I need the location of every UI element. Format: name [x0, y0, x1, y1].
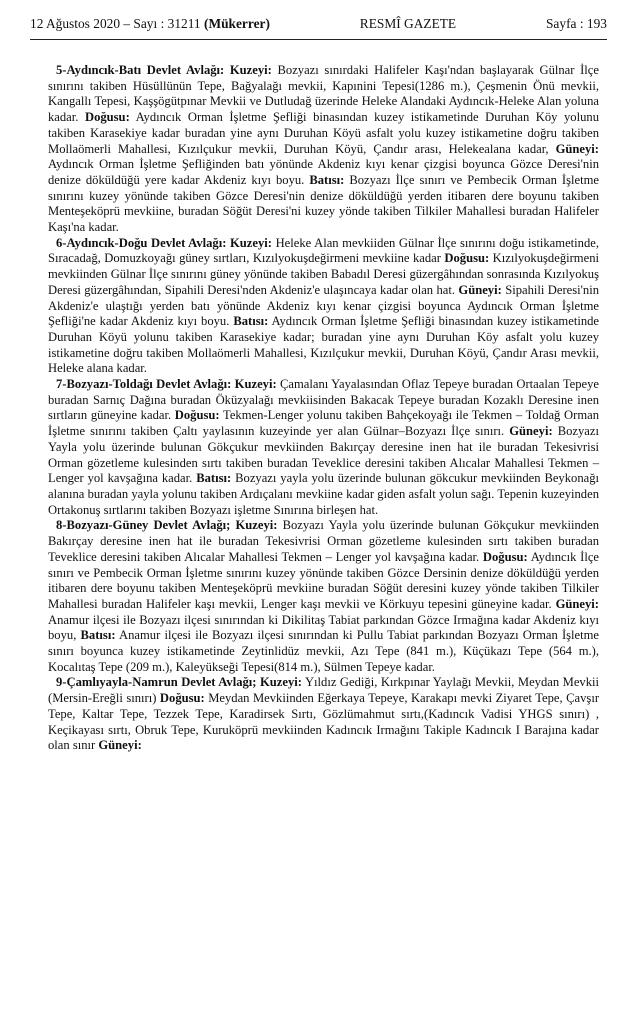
body-text: Sipahili Deresi'nin Akdeniz'e ulaştığı yerden batı yönünde Akdeniz kıyı kenar çizgisi boyunca Aydıncık Orman İşletme Şefliği'ne kadar Akdeniz kıyı boyu. — [48, 282, 599, 329]
body-text: Aydıncık Orman İşletme Şefliğinden batı yönünde Akdeniz kıyı kenar çizgisi boyunca Gözce Deresi'nin denize döküldüğü yere kadar Akdeniz kıyı boyu. — [48, 157, 599, 187]
body-text: Meydan Mevkiinden Eğerkaya Tepeye, Karakapı mevki Ziyaret Tepe, Çavşır Tepe, Kaltar Tepe, Tezzek Tepe, Karadirsek Sırtı, Gözlümahmut sırtı,(Kadıncık Vadisi YHGS sınırı) , Keçikayası sırtı, Obruk Tepe, Kuruköprü mevkiinden Kadıncık Irmağını Takiple Kadıncık I Barajına kadar olan sınır — [48, 691, 600, 753]
body-text: Aydıncık Orman İşletme Şefliği binasından kuzey istikametinde Duruhan Köy yolunu takiben Karasekiye kadar buradan yine aynı Duruhan Köyü asfalt yolu kuzey istikametine doğru takiben Mollaömerli Mahallesi, Kızılçukur mevkii, Duruhan Köyü, Çandır arası, Helekealana kadar, — [48, 110, 599, 156]
body-text: Anamur ilçesi ile Bozyazı ilçesi sınırından ki Pullu Tabiat parkından Bozyazı Orman İşletme sınırı boyunca kuzey istikametinde Zeytinlidüz mevkii, Azı Tepe (841 m.), Küçükazı Tepe (564 m.), Kocalıtaş Tepe (209 m.), Kaleyükseği Tepesi(814 m.), Sülmen Tepeye kadar. — [48, 628, 600, 674]
bold-heading-text: Doğusu: — [84, 110, 130, 125]
bold-heading-text: Doğusu: — [174, 408, 220, 423]
bold-heading-text: 5-Aydıncık-Batı Devlet Avlağı: Kuzeyi: — [56, 63, 272, 77]
bold-heading-text: Güneyi: — [458, 282, 502, 297]
bold-heading-text: 9-Çamlıyayla-Namrun Devlet Avlağı; Kuzeyi: — [56, 675, 302, 690]
bold-heading-text: 6-Aydıncık-Doğu Devlet Avlağı: Kuzeyi: — [56, 235, 272, 250]
mukerrer-label: (Mükerrer) — [203, 16, 270, 31]
body-text: Bozyazı yayla yolu üzerinde bulunan gökcukur mevkiinden Beykonağı alanına buradan yayla yolunu takiben Ardıçalanı mevkiine kadar giden asfalt yolun sağı. Tepenin kuzeyinden Ortakonuş sırtlarını takiben Bozyazı işletme Sınırına birleşen hat. — [48, 471, 600, 517]
bold-heading-text: 7-Bozyazı-Toldağı Devlet Avlağı: Kuzeyi: — [56, 377, 277, 392]
body-text: Bozyazı Yayla yolu üzerinde bulunan Gökçukur mevkiinden Bakırçay deresine inen hat ile buradan Tekesivrisi Orman gözetleme kulesinden sırtı takiben buradan Teveklice deresini takiben Alıcalar Mahallesi Tekmen – Lenger yol kavşağına kadar. — [48, 424, 599, 486]
paragraph — [48, 518, 599, 675]
body-text: Çamalanı Yayalasından Oflaz Tepeye buradan Ortaalan Tepeye buradan Sarnıç Dağına buradan Öküzyalağı mevkiisinden Bakacak Tepeye buradan Kozaklı Deresine inen sırtların güneyine kadar. — [48, 377, 600, 423]
bold-heading-text: Güneyi: — [98, 738, 142, 753]
bold-heading-text: Güneyi: — [555, 141, 599, 156]
bold-heading-text: Batısı: — [233, 314, 269, 329]
header-rule — [30, 39, 607, 40]
document-body — [48, 63, 599, 1014]
body-text: Kızılyokuşdeğirmeni mevkiinden Gülnar İlçe sınırını güney yönünde takiben Babadıl Deresi güzergâhından sonrasında Kızılyokuş Deresi güzergâhından, Sipahili Deresi'nden Akdeniz'e ulaşıncaya kadar olan hat. — [48, 251, 599, 297]
bold-heading-text: Güneyi: — [555, 596, 599, 611]
bold-heading-text: Batısı: — [80, 628, 116, 643]
page-header — [30, 16, 607, 38]
body-text: Bozyazı Yayla yolu üzerinde bulunan Gökçukur mevkiinden Bakırçay deresine inen hat ile buradan Tekesivrisi Orman gözetleme kulesinden sırtı takiben buradan Teveklice deresini takiben Alıcalar Mahallesi Tekmen – Lenger yol kavşağına kadar. — [48, 518, 599, 564]
bold-heading-text: Doğusu: — [159, 691, 205, 706]
body-text: Bozyazı İlçe sınırı ve Pembecik Orman İşletme sınırını kuzey yönünde takiben Gözce Deresi'nin denize döküldüğü yerden itibaren dere boyunu takiben Menteşeköprü mevkiine, buradan Söğüt Deresi'ni kuzey yönde takiben Tilkiler Mahallesi buradan Halifeler Kaşı'na kadar. — [48, 172, 600, 235]
gazette-title: RESMÎ GAZETE — [359, 16, 457, 31]
paragraph — [48, 236, 599, 377]
bold-heading-text: Batısı: — [196, 471, 232, 486]
body-text: Aydıncık İlçe sınırı ve Pembecik Orman İşletme sınırını kuzey yönünde takiben Gözce Dersinin denize döküldüğü yerden itibaren dere boyunu takiben Menteşeköprü mevkiine buradan Söğüt deresini kuzey yönde takiben Tilkiler Mahallesi buradan Halifeler kaşı mevkii, Lenger kaşı mevkii ve Körkuyu tepesini güneyine kadar. — [48, 549, 599, 611]
paragraph — [48, 63, 599, 236]
paragraph — [48, 675, 599, 754]
bold-heading-text: Doğusu: — [482, 549, 528, 564]
bold-heading-text: Doğusu: — [444, 251, 490, 266]
body-text: Heleke Alan mevkiiden Gülnar İlçe sınırını doğu istikametinde, Sıracadağ, Domuzkoyağı güney sırtları, Kızılyokuşdeğirmeni mevkiine kadar — [48, 235, 599, 266]
bold-heading-text: 8-Bozyazı-Güney Devlet Avlağı; Kuzeyi: — [56, 518, 278, 533]
body-text: Anamur ilçesi ile Bozyazı ilçesi sınırından ki Dikilitaş Tabiat parkından Gözce Irmağına kadar Akdeniz kıyı boyu, — [48, 612, 599, 643]
body-text: Aydıncık Orman İşletme Şefliği binasından kuzey istikametinde Duruhan Köyü yolunu takiben Karasekiye kadar; buradan yine aynı Duruhan Köy asfalt yolu kuzey istikametine doğru takiben Mollaömerli Mahallesi, Kızılçukur mevkii, Duruhan Köyü, Çandır Arası mevkii, Heleke alana kadar. — [48, 314, 599, 376]
issue-date-number: 12 Ağustos 2020 – Sayı : 31211 — [30, 16, 201, 31]
body-text: Tekmen-Lenger yolunu takiben Bahçekoyağı ile Tekmen – Toldağ Orman İşletme sınırını takiben Çaltı yaylasının kuzeyinde yer alan Gülnar–Bozyazı İlçe sınırı. — [48, 408, 600, 439]
bold-heading-text: Batısı: — [309, 172, 345, 187]
header-date-issue — [30, 16, 270, 32]
bold-heading-text: Güneyi: — [509, 424, 553, 439]
page-number: Sayfa : 193 — [545, 16, 607, 31]
body-text: Yıldız Gediği, Kırkpınar Yaylağı Mevkii, Meydan Mevkii (Mersin-Ereğli sınırı) — [48, 675, 599, 706]
body-text: Bozyazı sınırdaki Halifeler Kaşı'ndan başlayarak Gülnar İlçe sınırını takiben Hüsüllünün Tepe, Bağyalağı mevkii, Kapınini Tepesi(1286 m.), Çeşmenin Önü mevkii, Kangallı Tepesi, Kaşşögütpınar Mevkii ve Dutludağ üzerinde Heleke Alandaki Aydıncık-Heleke Alan yoluna kadar. — [48, 63, 599, 125]
paragraph — [48, 377, 599, 518]
